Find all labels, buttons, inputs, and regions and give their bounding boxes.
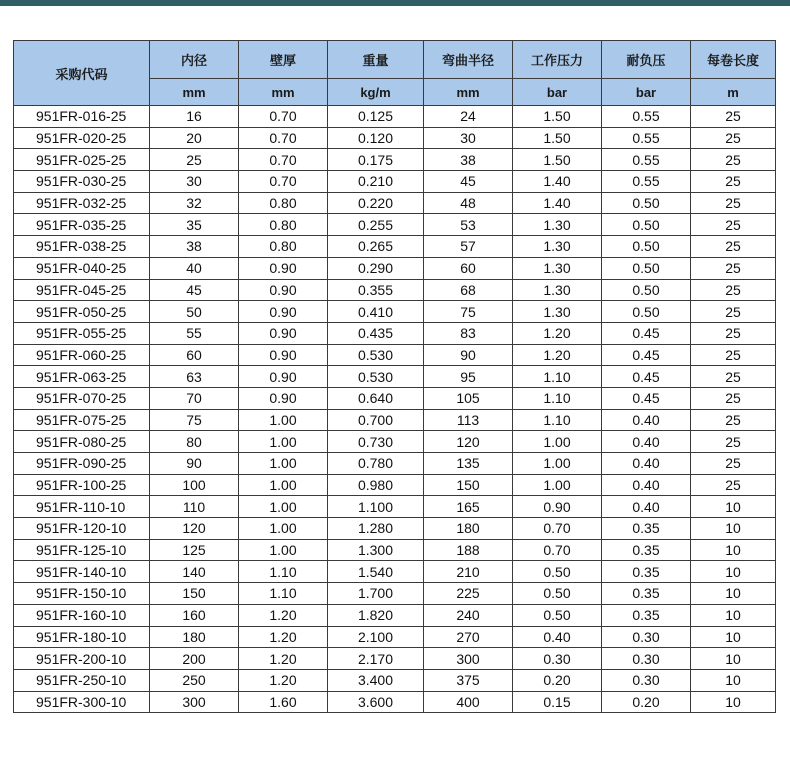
cell-wall-thickness: 0.90: [239, 301, 328, 323]
cell-bend-radius: 60: [424, 257, 513, 279]
cell-wall-thickness: 1.00: [239, 539, 328, 561]
cell-bend-radius: 68: [424, 279, 513, 301]
cell-code: 951FR-020-25: [14, 127, 150, 149]
cell-inner-diameter: 38: [150, 236, 239, 258]
cell-inner-diameter: 80: [150, 431, 239, 453]
cell-inner-diameter: 70: [150, 387, 239, 409]
cell-inner-diameter: 35: [150, 214, 239, 236]
cell-coil-length: 25: [691, 431, 776, 453]
cell-code: 951FR-140-10: [14, 561, 150, 583]
cell-coil-length: 10: [691, 648, 776, 670]
cell-code: 951FR-025-25: [14, 149, 150, 171]
cell-weight: 1.300: [328, 539, 424, 561]
cell-bend-radius: 180: [424, 518, 513, 540]
cell-wall-thickness: 0.70: [239, 106, 328, 128]
cell-inner-diameter: 250: [150, 669, 239, 691]
cell-coil-length: 10: [691, 669, 776, 691]
cell-bend-radius: 210: [424, 561, 513, 583]
unit-inner-diameter: mm: [150, 79, 239, 106]
header-coil-length: 每卷长度: [691, 41, 776, 79]
cell-weight: 0.125: [328, 106, 424, 128]
table-row: [14, 366, 776, 388]
cell-code: 951FR-045-25: [14, 279, 150, 301]
table-row: [14, 322, 776, 344]
header-working-pressure: 工作压力: [513, 41, 602, 79]
cell-vacuum: 0.35: [602, 604, 691, 626]
table-row: [14, 279, 776, 301]
table-row: [14, 431, 776, 453]
cell-coil-length: 25: [691, 322, 776, 344]
cell-working-pressure: 1.50: [513, 106, 602, 128]
cell-wall-thickness: 1.60: [239, 691, 328, 713]
cell-bend-radius: 120: [424, 431, 513, 453]
cell-vacuum: 0.45: [602, 344, 691, 366]
cell-weight: 1.700: [328, 583, 424, 605]
cell-weight: 2.100: [328, 626, 424, 648]
cell-wall-thickness: 1.20: [239, 604, 328, 626]
cell-vacuum: 0.45: [602, 322, 691, 344]
cell-wall-thickness: 1.00: [239, 474, 328, 496]
cell-vacuum: 0.40: [602, 431, 691, 453]
cell-vacuum: 0.35: [602, 518, 691, 540]
cell-wall-thickness: 0.90: [239, 387, 328, 409]
cell-code: 951FR-300-10: [14, 691, 150, 713]
cell-weight: 0.210: [328, 171, 424, 193]
cell-working-pressure: 0.70: [513, 518, 602, 540]
table-row: [14, 496, 776, 518]
header-bend-radius: 弯曲半径: [424, 41, 513, 79]
cell-vacuum: 0.30: [602, 648, 691, 670]
cell-code: 951FR-150-10: [14, 583, 150, 605]
cell-bend-radius: 150: [424, 474, 513, 496]
cell-bend-radius: 225: [424, 583, 513, 605]
cell-wall-thickness: 1.00: [239, 453, 328, 475]
cell-bend-radius: 113: [424, 409, 513, 431]
table-row: [14, 604, 776, 626]
cell-vacuum: 0.30: [602, 669, 691, 691]
cell-bend-radius: 240: [424, 604, 513, 626]
cell-coil-length: 25: [691, 366, 776, 388]
cell-wall-thickness: 0.80: [239, 192, 328, 214]
cell-inner-diameter: 16: [150, 106, 239, 128]
cell-coil-length: 25: [691, 387, 776, 409]
cell-working-pressure: 0.90: [513, 496, 602, 518]
cell-working-pressure: 1.40: [513, 171, 602, 193]
cell-bend-radius: 105: [424, 387, 513, 409]
cell-code: 951FR-063-25: [14, 366, 150, 388]
cell-bend-radius: 188: [424, 539, 513, 561]
table-row: [14, 691, 776, 713]
cell-bend-radius: 90: [424, 344, 513, 366]
cell-coil-length: 25: [691, 257, 776, 279]
cell-vacuum: 0.40: [602, 474, 691, 496]
table-row: [14, 669, 776, 691]
header-wall-thickness: 壁厚: [239, 41, 328, 79]
cell-inner-diameter: 100: [150, 474, 239, 496]
cell-coil-length: 25: [691, 279, 776, 301]
cell-wall-thickness: 0.90: [239, 366, 328, 388]
cell-working-pressure: 1.50: [513, 127, 602, 149]
cell-code: 951FR-070-25: [14, 387, 150, 409]
cell-coil-length: 25: [691, 192, 776, 214]
cell-weight: 0.780: [328, 453, 424, 475]
cell-code: 951FR-110-10: [14, 496, 150, 518]
cell-coil-length: 10: [691, 604, 776, 626]
cell-working-pressure: 1.30: [513, 214, 602, 236]
cell-wall-thickness: 0.70: [239, 127, 328, 149]
cell-wall-thickness: 0.80: [239, 214, 328, 236]
cell-inner-diameter: 160: [150, 604, 239, 626]
cell-vacuum: 0.55: [602, 171, 691, 193]
cell-weight: 1.820: [328, 604, 424, 626]
cell-coil-length: 25: [691, 301, 776, 323]
cell-wall-thickness: 1.00: [239, 409, 328, 431]
cell-code: 951FR-090-25: [14, 453, 150, 475]
cell-bend-radius: 75: [424, 301, 513, 323]
unit-bend-radius: mm: [424, 79, 513, 106]
cell-working-pressure: 0.50: [513, 561, 602, 583]
cell-wall-thickness: 1.10: [239, 561, 328, 583]
cell-working-pressure: 0.15: [513, 691, 602, 713]
cell-weight: 3.600: [328, 691, 424, 713]
cell-working-pressure: 1.00: [513, 474, 602, 496]
table-row: [14, 474, 776, 496]
cell-weight: 0.120: [328, 127, 424, 149]
cell-bend-radius: 95: [424, 366, 513, 388]
cell-weight: 3.400: [328, 669, 424, 691]
cell-coil-length: 25: [691, 214, 776, 236]
table-row: [14, 583, 776, 605]
cell-bend-radius: 38: [424, 149, 513, 171]
cell-weight: 0.355: [328, 279, 424, 301]
table-row: [14, 257, 776, 279]
unit-weight: kg/m: [328, 79, 424, 106]
cell-inner-diameter: 300: [150, 691, 239, 713]
cell-bend-radius: 165: [424, 496, 513, 518]
cell-working-pressure: 1.40: [513, 192, 602, 214]
header-weight: 重量: [328, 41, 424, 79]
cell-working-pressure: 1.10: [513, 366, 602, 388]
cell-inner-diameter: 140: [150, 561, 239, 583]
cell-bend-radius: 270: [424, 626, 513, 648]
cell-inner-diameter: 55: [150, 322, 239, 344]
cell-coil-length: 10: [691, 561, 776, 583]
cell-vacuum: 0.55: [602, 106, 691, 128]
cell-inner-diameter: 110: [150, 496, 239, 518]
cell-bend-radius: 30: [424, 127, 513, 149]
cell-wall-thickness: 1.00: [239, 518, 328, 540]
unit-vacuum: bar: [602, 79, 691, 106]
cell-code: 951FR-016-25: [14, 106, 150, 128]
table-row: [14, 149, 776, 171]
cell-inner-diameter: 50: [150, 301, 239, 323]
cell-coil-length: 25: [691, 236, 776, 258]
unit-wall-thickness: mm: [239, 79, 328, 106]
cell-weight: 0.220: [328, 192, 424, 214]
cell-code: 951FR-250-10: [14, 669, 150, 691]
cell-weight: 0.640: [328, 387, 424, 409]
cell-working-pressure: 0.50: [513, 604, 602, 626]
cell-wall-thickness: 0.90: [239, 279, 328, 301]
table-row: [14, 236, 776, 258]
cell-coil-length: 25: [691, 474, 776, 496]
cell-vacuum: 0.50: [602, 301, 691, 323]
cell-working-pressure: 0.30: [513, 648, 602, 670]
cell-inner-diameter: 20: [150, 127, 239, 149]
cell-wall-thickness: 1.20: [239, 648, 328, 670]
cell-code: 951FR-075-25: [14, 409, 150, 431]
cell-coil-length: 10: [691, 691, 776, 713]
table-row: [14, 626, 776, 648]
cell-code: 951FR-200-10: [14, 648, 150, 670]
cell-code: 951FR-038-25: [14, 236, 150, 258]
table-row: [14, 127, 776, 149]
cell-weight: 0.730: [328, 431, 424, 453]
cell-bend-radius: 24: [424, 106, 513, 128]
cell-wall-thickness: 0.70: [239, 171, 328, 193]
cell-weight: 0.175: [328, 149, 424, 171]
cell-inner-diameter: 150: [150, 583, 239, 605]
cell-working-pressure: 1.00: [513, 431, 602, 453]
cell-weight: 0.980: [328, 474, 424, 496]
cell-code: 951FR-120-10: [14, 518, 150, 540]
cell-code: 951FR-050-25: [14, 301, 150, 323]
cell-weight: 0.265: [328, 236, 424, 258]
cell-coil-length: 25: [691, 453, 776, 475]
cell-code: 951FR-060-25: [14, 344, 150, 366]
cell-wall-thickness: 1.20: [239, 626, 328, 648]
header-code: 采购代码: [14, 41, 150, 106]
cell-inner-diameter: 60: [150, 344, 239, 366]
cell-code: 951FR-080-25: [14, 431, 150, 453]
cell-working-pressure: 1.20: [513, 344, 602, 366]
table-row: [14, 453, 776, 475]
cell-wall-thickness: 0.80: [239, 236, 328, 258]
table-row: [14, 214, 776, 236]
cell-wall-thickness: 1.00: [239, 496, 328, 518]
cell-inner-diameter: 75: [150, 409, 239, 431]
cell-coil-length: 25: [691, 344, 776, 366]
cell-working-pressure: 0.50: [513, 583, 602, 605]
cell-coil-length: 10: [691, 583, 776, 605]
table-row: [14, 539, 776, 561]
cell-weight: 1.540: [328, 561, 424, 583]
cell-weight: 0.290: [328, 257, 424, 279]
cell-vacuum: 0.35: [602, 539, 691, 561]
cell-inner-diameter: 120: [150, 518, 239, 540]
cell-weight: 0.530: [328, 366, 424, 388]
cell-vacuum: 0.50: [602, 214, 691, 236]
cell-coil-length: 25: [691, 149, 776, 171]
cell-vacuum: 0.40: [602, 496, 691, 518]
cell-coil-length: 25: [691, 171, 776, 193]
cell-vacuum: 0.40: [602, 453, 691, 475]
cell-coil-length: 25: [691, 127, 776, 149]
cell-working-pressure: 1.30: [513, 236, 602, 258]
unit-working-pressure: bar: [513, 79, 602, 106]
cell-weight: 0.530: [328, 344, 424, 366]
table-row: [14, 192, 776, 214]
cell-code: 951FR-180-10: [14, 626, 150, 648]
table-row: [14, 301, 776, 323]
cell-code: 951FR-125-10: [14, 539, 150, 561]
cell-vacuum: 0.45: [602, 366, 691, 388]
cell-inner-diameter: 45: [150, 279, 239, 301]
cell-bend-radius: 48: [424, 192, 513, 214]
cell-vacuum: 0.55: [602, 149, 691, 171]
cell-wall-thickness: 1.00: [239, 431, 328, 453]
cell-vacuum: 0.35: [602, 583, 691, 605]
cell-wall-thickness: 0.90: [239, 322, 328, 344]
cell-working-pressure: 1.20: [513, 322, 602, 344]
cell-coil-length: 25: [691, 409, 776, 431]
cell-working-pressure: 0.70: [513, 539, 602, 561]
cell-weight: 0.700: [328, 409, 424, 431]
table-row: [14, 344, 776, 366]
table-row: [14, 171, 776, 193]
spec-table: [13, 40, 776, 713]
cell-bend-radius: 135: [424, 453, 513, 475]
header-inner-diameter: 内径: [150, 41, 239, 79]
cell-wall-thickness: 0.70: [239, 149, 328, 171]
table-row: [14, 518, 776, 540]
table-row: [14, 387, 776, 409]
cell-working-pressure: 1.10: [513, 387, 602, 409]
cell-inner-diameter: 90: [150, 453, 239, 475]
cell-vacuum: 0.20: [602, 691, 691, 713]
cell-inner-diameter: 30: [150, 171, 239, 193]
cell-working-pressure: 1.30: [513, 279, 602, 301]
top-accent-bar: [0, 0, 790, 6]
table-row: [14, 648, 776, 670]
cell-inner-diameter: 180: [150, 626, 239, 648]
cell-coil-length: 25: [691, 106, 776, 128]
cell-vacuum: 0.35: [602, 561, 691, 583]
cell-weight: 1.100: [328, 496, 424, 518]
cell-weight: 0.435: [328, 322, 424, 344]
table-row: [14, 409, 776, 431]
cell-inner-diameter: 63: [150, 366, 239, 388]
cell-working-pressure: 1.50: [513, 149, 602, 171]
cell-weight: 0.410: [328, 301, 424, 323]
cell-bend-radius: 400: [424, 691, 513, 713]
cell-coil-length: 10: [691, 539, 776, 561]
cell-inner-diameter: 32: [150, 192, 239, 214]
cell-wall-thickness: 0.90: [239, 257, 328, 279]
cell-inner-diameter: 125: [150, 539, 239, 561]
cell-weight: 2.170: [328, 648, 424, 670]
cell-wall-thickness: 0.90: [239, 344, 328, 366]
cell-coil-length: 10: [691, 518, 776, 540]
cell-wall-thickness: 1.20: [239, 669, 328, 691]
cell-code: 951FR-160-10: [14, 604, 150, 626]
cell-working-pressure: 1.10: [513, 409, 602, 431]
cell-vacuum: 0.50: [602, 257, 691, 279]
cell-vacuum: 0.40: [602, 409, 691, 431]
cell-bend-radius: 45: [424, 171, 513, 193]
cell-wall-thickness: 1.10: [239, 583, 328, 605]
header-vacuum: 耐负压: [602, 41, 691, 79]
unit-coil-length: m: [691, 79, 776, 106]
cell-vacuum: 0.50: [602, 279, 691, 301]
cell-working-pressure: 0.20: [513, 669, 602, 691]
cell-vacuum: 0.45: [602, 387, 691, 409]
cell-code: 951FR-055-25: [14, 322, 150, 344]
cell-working-pressure: 1.00: [513, 453, 602, 475]
header-label-row: [14, 41, 776, 79]
cell-bend-radius: 375: [424, 669, 513, 691]
cell-inner-diameter: 200: [150, 648, 239, 670]
cell-bend-radius: 53: [424, 214, 513, 236]
table-row: [14, 561, 776, 583]
cell-vacuum: 0.55: [602, 127, 691, 149]
cell-working-pressure: 0.40: [513, 626, 602, 648]
cell-code: 951FR-035-25: [14, 214, 150, 236]
cell-bend-radius: 83: [424, 322, 513, 344]
cell-vacuum: 0.50: [602, 236, 691, 258]
table-body: [14, 106, 776, 713]
table-row: [14, 106, 776, 128]
cell-working-pressure: 1.30: [513, 301, 602, 323]
cell-coil-length: 10: [691, 626, 776, 648]
cell-code: 951FR-040-25: [14, 257, 150, 279]
cell-code: 951FR-030-25: [14, 171, 150, 193]
cell-coil-length: 10: [691, 496, 776, 518]
cell-weight: 1.280: [328, 518, 424, 540]
cell-weight: 0.255: [328, 214, 424, 236]
cell-inner-diameter: 40: [150, 257, 239, 279]
cell-inner-diameter: 25: [150, 149, 239, 171]
cell-bend-radius: 57: [424, 236, 513, 258]
cell-working-pressure: 1.30: [513, 257, 602, 279]
cell-vacuum: 0.50: [602, 192, 691, 214]
cell-code: 951FR-032-25: [14, 192, 150, 214]
cell-vacuum: 0.30: [602, 626, 691, 648]
cell-code: 951FR-100-25: [14, 474, 150, 496]
cell-bend-radius: 300: [424, 648, 513, 670]
